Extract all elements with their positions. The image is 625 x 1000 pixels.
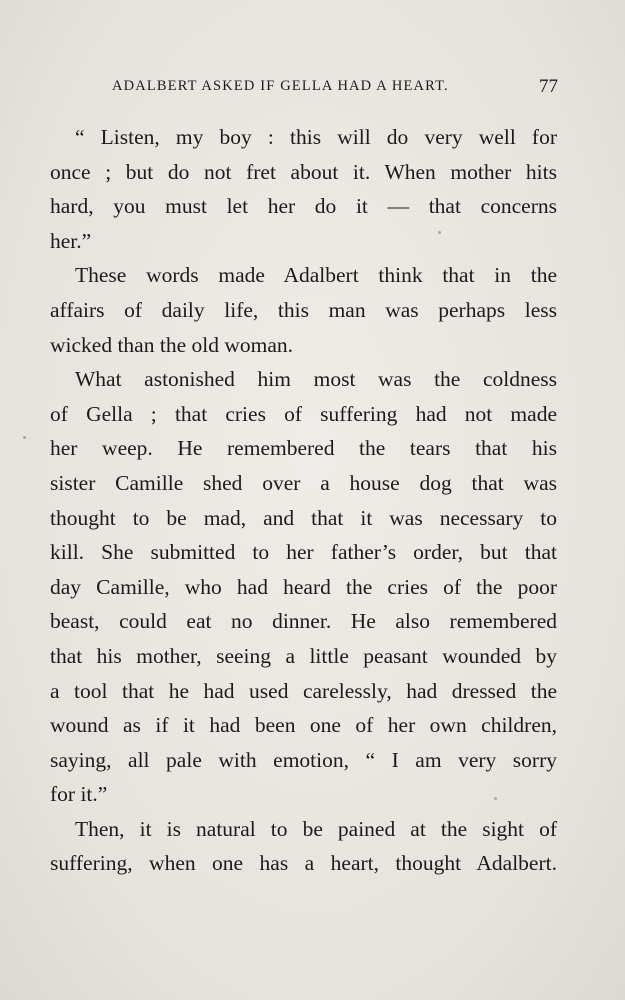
text-line: that his mother, seeing a little peasant wounded by <box>50 643 557 668</box>
text-line: a tool that he had used carelessly, had dressed the <box>50 678 557 703</box>
text-line: wound as if it had been one of her own children, <box>50 713 557 738</box>
page-number: 77 <box>539 76 558 97</box>
text-line: for it.” <box>50 782 108 807</box>
running-title: ADALBERT ASKED IF GELLA HAD A HEART. <box>112 78 449 94</box>
text-line: of Gella ; that cries of suffering had not made <box>50 401 557 426</box>
paper-speck <box>438 231 441 234</box>
text-line: wicked than the old woman. <box>50 332 294 357</box>
text-line: Then, it is natural to be pained at the sight of <box>75 816 557 841</box>
text-line: beast, could eat no dinner. He also remembered <box>50 609 557 634</box>
text-line: What astonished him most was the coldness <box>75 367 557 392</box>
text-line: thought to be mad, and that it was necessary to <box>50 505 557 530</box>
text-line: day Camille, who had heard the cries of the poor <box>50 574 557 599</box>
text-line: suffering, when one has a heart, thought Adalbert. <box>50 851 557 876</box>
text-line: her.” <box>50 228 92 253</box>
text-line: her weep. He remembered the tears that his <box>50 436 557 461</box>
body-text <box>50 120 557 881</box>
text-line: hard, you must let her do it — that concerns <box>50 194 557 219</box>
text-line: kill. She submitted to her father’s order, but that <box>50 540 557 565</box>
paper-speck <box>23 436 26 439</box>
text-line: once ; but do not fret about it. When mother hits <box>50 159 557 184</box>
text-line: These words made Adalbert think that in the <box>75 263 557 288</box>
text-line: saying, all pale with emotion, “ I am very sorry <box>50 747 557 772</box>
text-line: sister Camille shed over a house dog that was <box>50 470 557 495</box>
text-line: affairs of daily life, this man was perhaps less <box>50 297 557 322</box>
paper-speck <box>494 797 497 800</box>
text-line: “ Listen, my boy : this will do very well for <box>75 125 557 149</box>
page-header <box>88 76 558 100</box>
